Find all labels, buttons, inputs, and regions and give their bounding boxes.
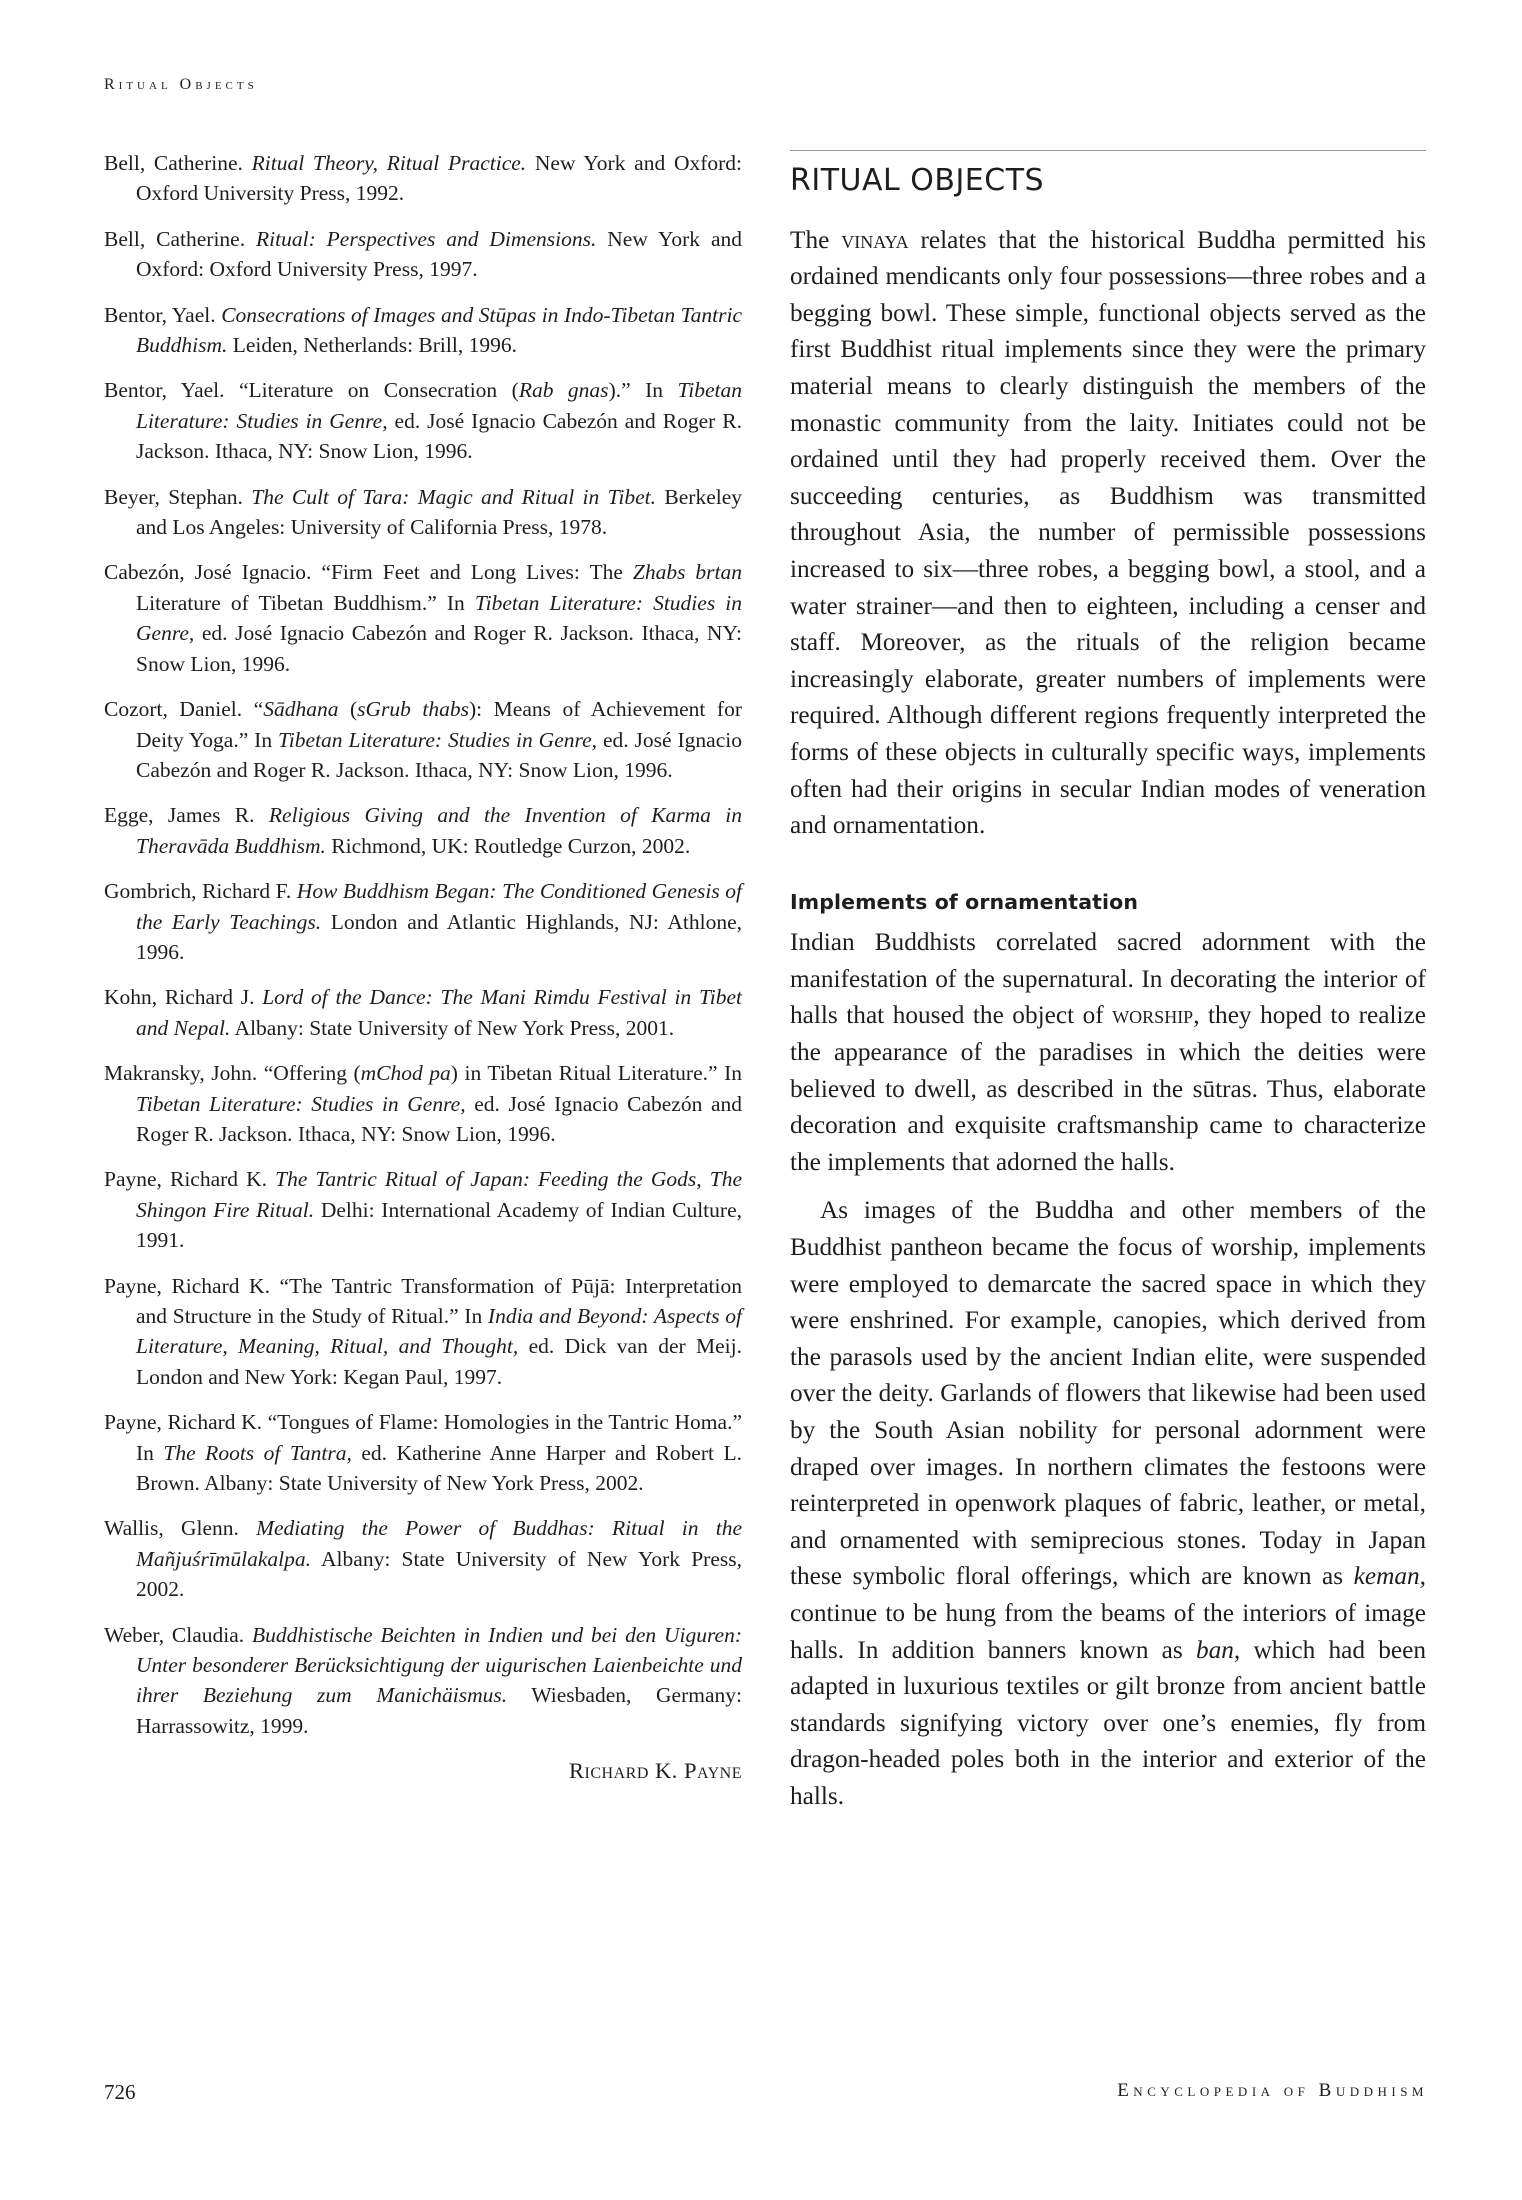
page-number: 726	[104, 2080, 136, 2104]
reference-entry: Bell, Catherine. Ritual Theory, Ritual Practice. New York and Oxford: Oxford University Press, 1992.	[104, 151, 743, 206]
article-title: RITUAL OBJECTS	[790, 163, 1045, 198]
section-heading: Implements of ornamentation	[790, 889, 1139, 914]
paragraph: As images of the Buddha and other members of the Buddhist pantheon became the focus of worship, implements were employed to demarcate the sacred space in which they were enshrined. For example, canopies, which derived from the parasols used by the ancient Indian elite, were suspended over the deity. Garlands of flowers that likewise had been used by the South Asian nobility for personal adornment were draped over images. In northern climates the festoons were reinterpreted in openwork plaques of fabric, leather, or metal, and ornamented with semiprecious stones. Today in Japan these symbolic floral offerings, which are known as keman, continue to be hung from the beams of the interiors of image halls. In addition banners known as ban, which had been adapted in luxurious textiles or gilt bronze from ancient battle standards signifying victory over one’s enemies, fly from dragon-headed poles both in the interior and exterior of the halls.	[790, 1196, 1426, 1810]
reference-entry: Cabezón, José Ignacio. “Firm Feet and Long Lives: The Zhabs brtan Literature of Tibetan Buddhism.” In Tibetan Literature: Studies in Genre, ed. José Ignacio Cabezón and Roger R. Jackson. Ithaca, NY: Snow Lion, 1996.	[104, 560, 743, 676]
reference-entry: Beyer, Stephan. The Cult of Tara: Magic and Ritual in Tibet. Berkeley and Los Angeles: University of California Press, 1978.	[104, 484, 742, 540]
cross-reference: vinaya	[841, 225, 909, 254]
reference-entry: Wallis, Glenn. Mediating the Power of Buddhas: Ritual in the Mañjuśrīmūlakalpa. Albany: State University of New York Press, 2002.	[104, 1516, 742, 1602]
paragraph: Indian Buddhists correlated sacred adornment with the manifestation of the supernatural. In decorating the interior of halls that housed the object of worship, they hoped to realize the appearance of the paradises in which the deities were believed to dwell, as described in the sūtras. Thus, elaborate decoration and exquisite craftsmanship came to characterize the implements that adorned the halls.	[790, 928, 1426, 1176]
reference-entry: Payne, Richard K. “The Tantric Transformation of Pūjā: Interpretation and Structure in the Study of Ritual.” In India and Beyond: Aspects of Literature, Meaning, Ritual, and Thought, ed. Dick van der Meij. London and New York: Kegan Paul, 1997.	[104, 1273, 743, 1389]
title-rule	[790, 150, 1426, 151]
cross-reference: worship	[1112, 1001, 1194, 1030]
book-title: Encyclopedia of Buddhism	[1117, 2080, 1428, 2101]
author-signature: Richard K. Payne	[569, 1758, 742, 1784]
article	[790, 150, 1426, 1815]
bibliography	[104, 148, 742, 1787]
reference-entry: Makransky, John. “Offering (mChod pa) in Tibetan Ritual Literature.” In Tibetan Literature: Studies in Genre, ed. José Ignacio Cabezón and Roger R. Jackson. Ithaca, NY: Snow Lion, 1996.	[104, 1061, 742, 1146]
reference-entry: Bentor, Yael. Consecrations of Images and Stūpas in Indo-Tibetan Tantric Buddhism. Leiden, Netherlands: Brill, 1996.	[104, 302, 743, 358]
paragraph: The vinaya relates that the historical Buddha permitted his ordained mendicants only four possessions—three robes and a begging bowl. These simple, functional objects served as the first Buddhist ritual implements since they were the primary material means to clearly distinguish the members of the monastic community from the laity. Initiates could not be ordained until they had properly received them. Over the succeeding centuries, as Buddhism was transmitted throughout Asia, the number of permissible possessions increased to six—three robes, a begging bowl, a stool, and a water strainer—and then to eighteen, including a censer and staff. Moreover, as the rituals of the religion became increasingly elaborate, greater numbers of implements were required. Although different regions frequently interpreted the forms of these objects in culturally specific ways, implements often had their origins in secular Indian modes of veneration and ornamentation.	[790, 225, 1427, 840]
reference-entry: Payne, Richard K. “Tongues of Flame: Homologies in the Tantric Homa.” In The Roots of Tantra, ed. Katherine Anne Harper and Robert L. Brown. Albany: State University of New York Press, 2002.	[104, 1410, 742, 1496]
reference-entry: Egge, James R. Religious Giving and the Invention of Karma in Theravāda Buddhism. Richmond, UK: Routledge Curzon, 2002.	[104, 803, 743, 858]
reference-entry: Bentor, Yael. “Literature on Consecration (Rab gnas).” In Tibetan Literature: Studies in Genre, ed. José Ignacio Cabezón and Roger R. Jackson. Ithaca, NY: Snow Lion, 1996.	[104, 378, 743, 464]
reference-entry: Gombrich, Richard F. How Buddhism Began: The Conditioned Genesis of the Early Teachings. London and Atlantic Highlands, NJ: Athlone, 1996.	[104, 879, 742, 964]
reference-entry: Weber, Claudia. Buddhistische Beichten in Indien und bei den Uiguren: Unter besonderer Berücksichtigung der uigurischen Laienbeichte und ihrer Beziehung zum Manichäismus. Wiesbaden, Germany: Harrassowitz, 1999.	[104, 1622, 743, 1738]
reference-entry: Kohn, Richard J. Lord of the Dance: The Mani Rimdu Festival in Tibet and Nepal. Albany: State University of New York Press, 2001.	[104, 985, 742, 1040]
reference-entry: Payne, Richard K. The Tantric Ritual of Japan: Feeding the Gods, The Shingon Fire Ritual. Delhi: International Academy of Indian Culture, 1991.	[104, 1167, 742, 1253]
reference-entry: Cozort, Daniel. “Sādhana (sGrub thabs): Means of Achievement for Deity Yoga.” In Tibetan Literature: Studies in Genre, ed. José Ignacio Cabezón and Roger R. Jackson. Ithaca, NY: Snow Lion, 1996.	[104, 697, 742, 782]
reference-entry: Bell, Catherine. Ritual: Perspectives and Dimensions. New York and Oxford: Oxford University Press, 1997.	[104, 226, 743, 282]
running-head: Ritual Objects	[104, 76, 258, 93]
